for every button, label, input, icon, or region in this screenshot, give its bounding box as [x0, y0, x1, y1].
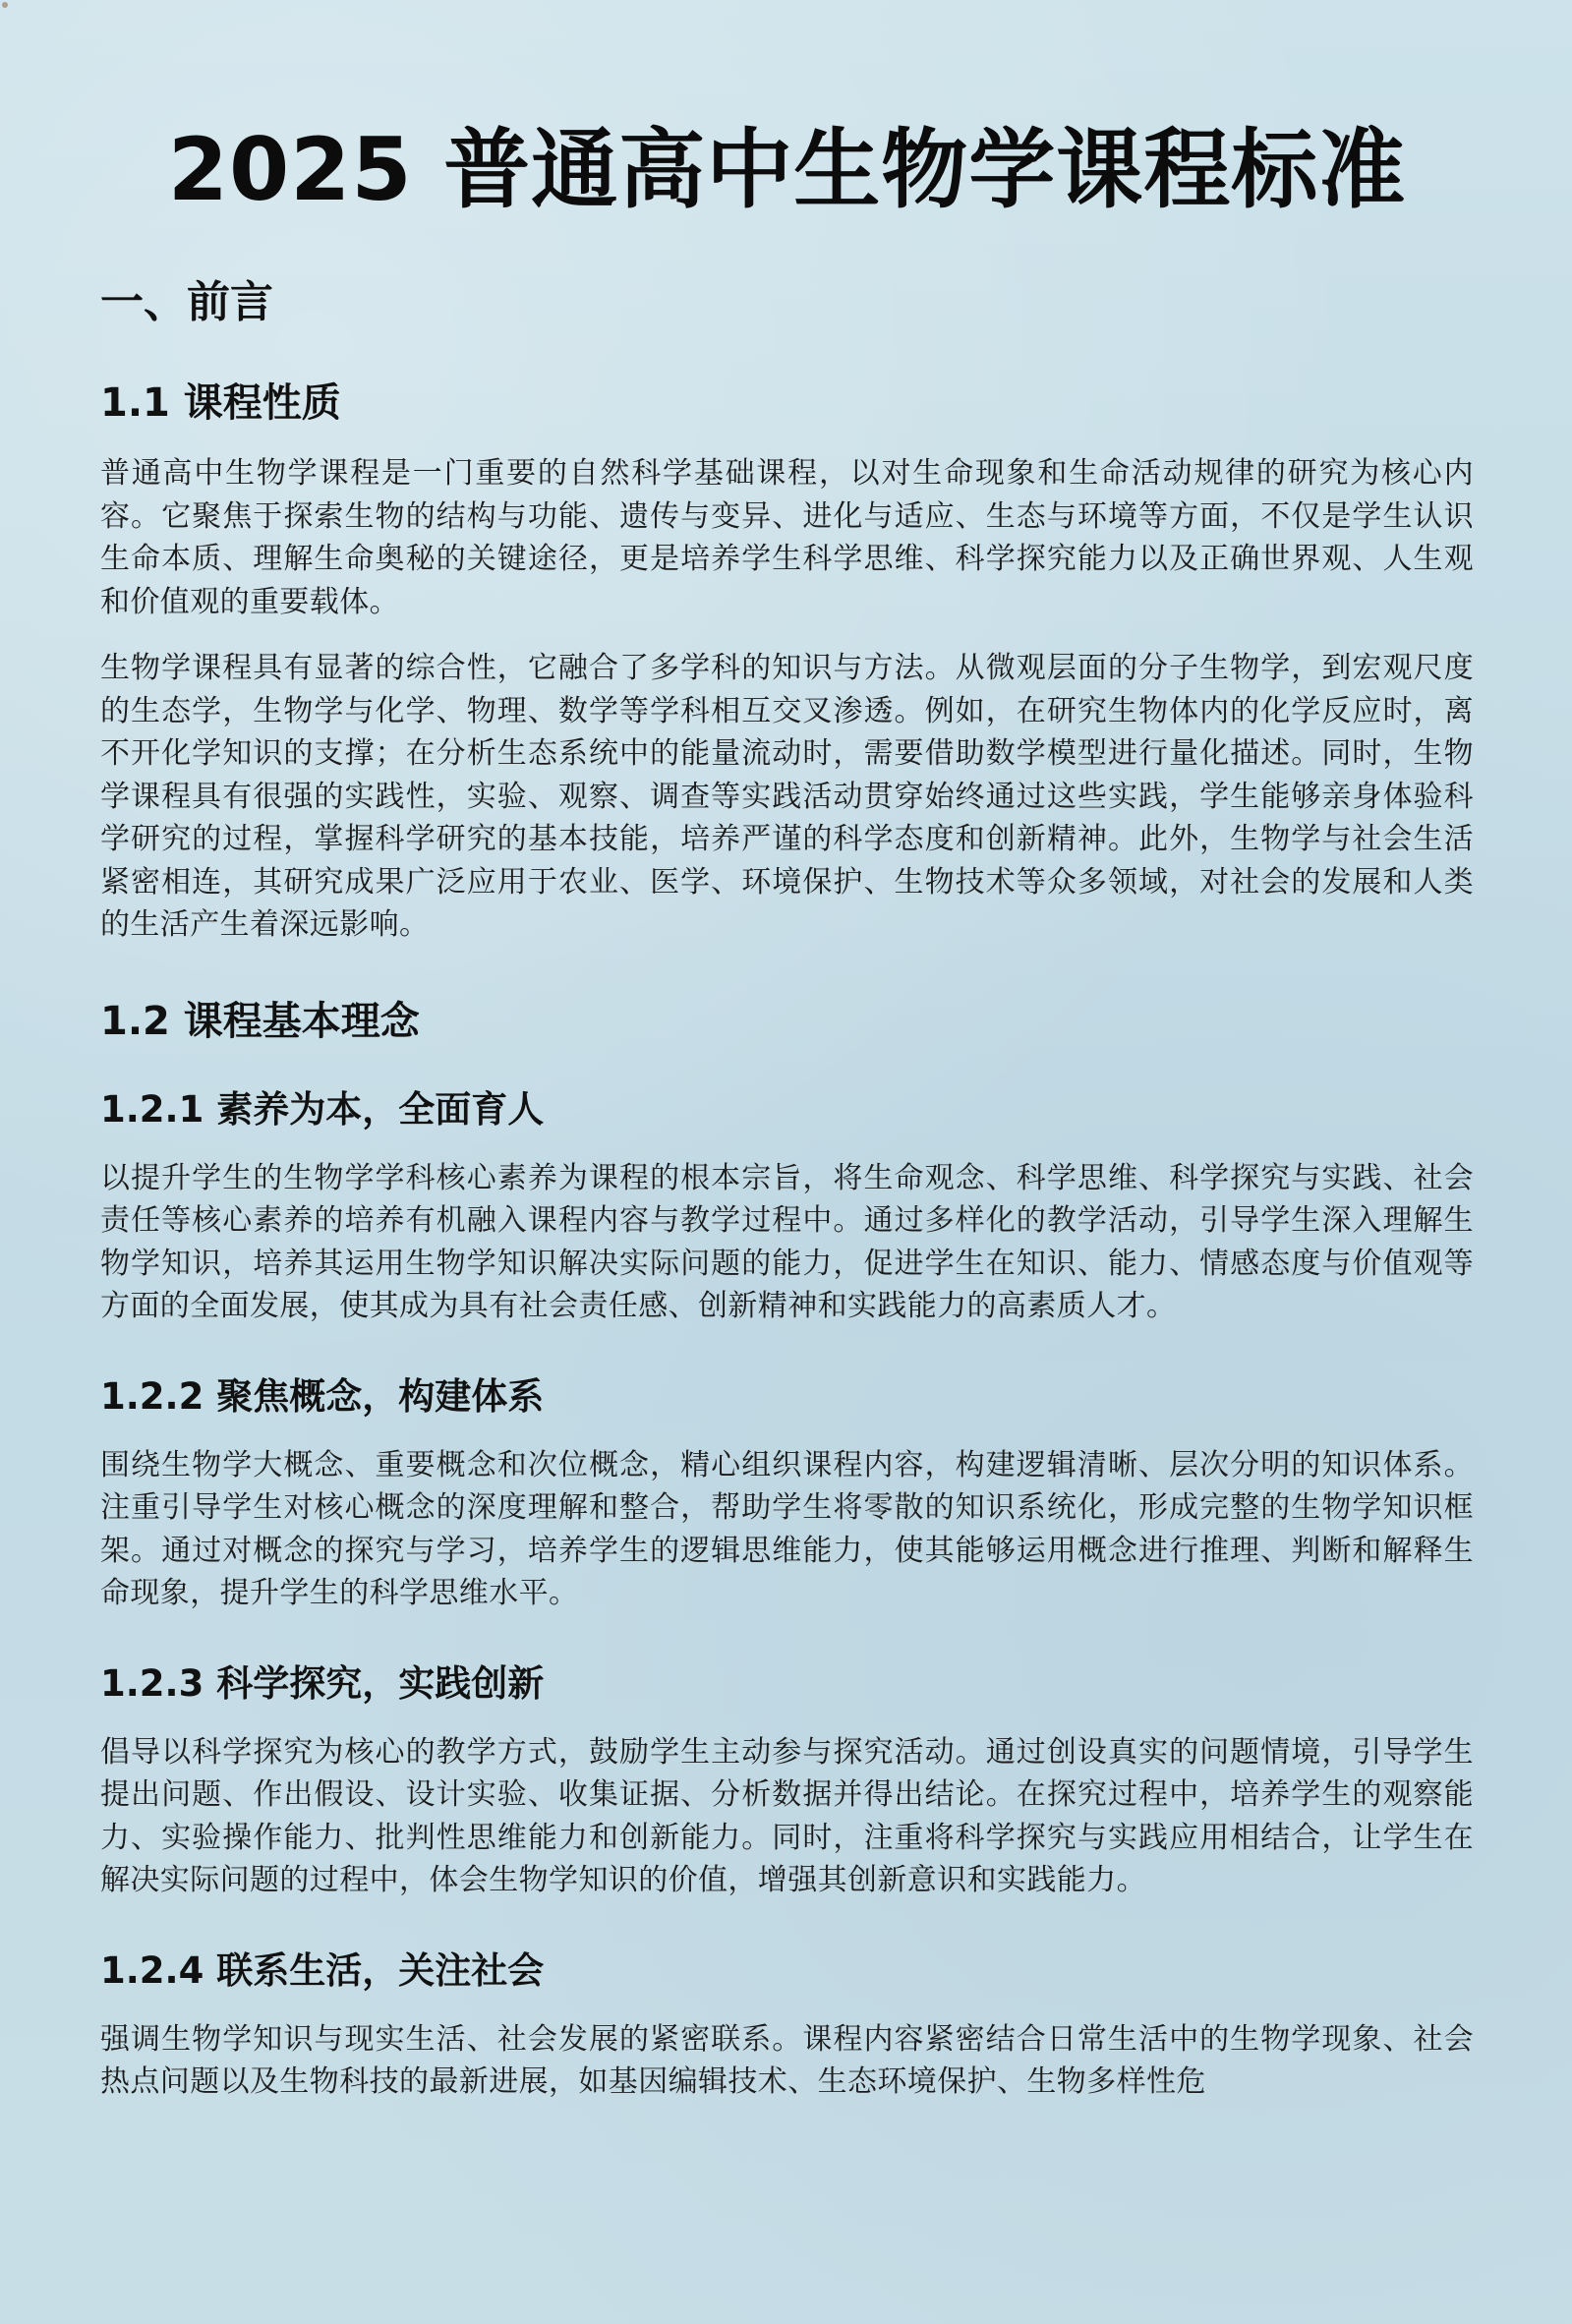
item-heading-literacy: 1.2.1 素养为本，全面育人 [100, 1087, 545, 1131]
subsection-heading-course-nature: 1.1 课程性质 [100, 380, 341, 426]
section-heading-preface: 一、前言 [100, 277, 273, 327]
subsection-heading-basic-concepts: 1.2 课程基本理念 [100, 998, 420, 1044]
paragraph-course-nature-1: 普通高中生物学课程是一门重要的自然科学基础课程，以对生命现象和生命活动规律的研究为核心内容。它聚焦于探索生物的结构与功能、遗传与变异、进化与适应、生态与环境等方面，不仅是学生认识生命本质、理解生命奥秘的关键途径，更是培养学生科学思维、科学探究能力以及正确世界观、人生观和价值观的重要载体。 [100, 456, 1474, 619]
paragraph-inquiry: 倡导以科学探究为核心的教学方式，鼓励学生主动参与探究活动。通过创设真实的问题情境，引导学生提出问题、作出假设、设计实验、收集证据、分析数据并得出结论。在探究过程中，培养学生的观察能力、实验操作能力、批判性思维能力和创新能力。同时，注重将科学探究与实践应用相结合，让学生在解决实际问题的过程中，体会生物学知识的价值，增强其创新意识和实践能力。 [100, 1734, 1474, 1897]
item-heading-inquiry: 1.2.3 科学探究，实践创新 [100, 1661, 545, 1705]
corner-mark [2, 2, 8, 8]
document-title: 2025 普通高中生物学课程标准 [167, 119, 1407, 220]
paragraph-life-society: 强调生物学知识与现实生活、社会发展的紧密联系。课程内容紧密结合日常生活中的生物学现象、社会热点问题以及生物科技的最新进展，如基因编辑技术、生态环境保护、生物多样性危 [100, 2021, 1474, 2099]
item-heading-concepts: 1.2.2 聚焦概念，构建体系 [100, 1374, 545, 1418]
paragraph-literacy: 以提升学生的生物学学科核心素养为课程的根本宗旨，将生命观念、科学思维、科学探究与实践、社会责任等核心素养的培养有机融入课程内容与教学过程中。通过多样化的教学活动，引导学生深入理解生物学知识，培养其运用生物学知识解决实际问题的能力，促进学生在知识、能力、情感态度与价值观等方面的全面发展，使其成为具有社会责任感、创新精神和实践能力的高素质人才。 [100, 1160, 1474, 1323]
paragraph-course-nature-2: 生物学课程具有显著的综合性，它融合了多学科的知识与方法。从微观层面的分子生物学，到宏观尺度的生态学，生物学与化学、物理、数学等学科相互交叉渗透。例如，在研究生物体内的化学反应时，离不开化学知识的支撑；在分析生态系统中的能量流动时，需要借助数学模型进行量化描述。同时，生物学课程具有很强的实践性，实验、观察、调查等实践活动贯穿始终通过这些实践，学生能够亲身体验科学研究的过程，掌握科学研究的基本技能，培养严谨的科学态度和创新精神。此外，生物学与社会生活紧密相连，其研究成果广泛应用于农业、医学、环境保护、生物技术等众多领域，对社会的发展和人类的生活产生着深远影响。 [100, 651, 1474, 942]
item-heading-life-society: 1.2.4 联系生活，关注社会 [100, 1948, 545, 1992]
paragraph-concepts: 围绕生物学大概念、重要概念和次位概念，精心组织课程内容，构建逻辑清晰、层次分明的知识体系。注重引导学生对核心概念的深度理解和整合，帮助学生将零散的知识系统化，形成完整的生物学知识框架。通过对概念的探究与学习，培养学生的逻辑思维能力，使其能够运用概念进行推理、判断和解释生命现象，提升学生的科学思维水平。 [100, 1447, 1474, 1610]
